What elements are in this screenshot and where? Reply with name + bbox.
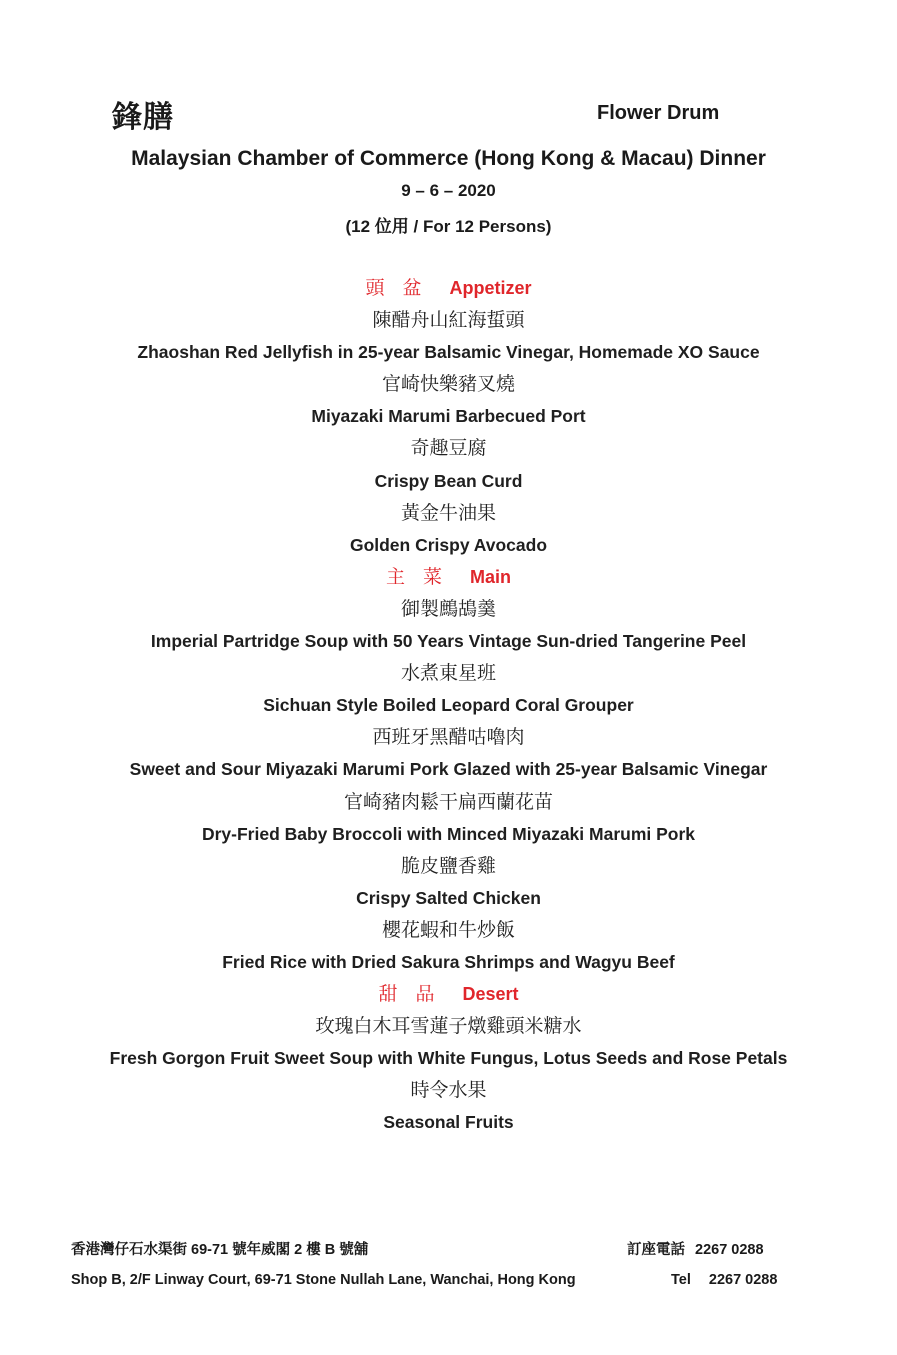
section-title-cn: 甜 品 <box>378 983 441 1006</box>
phone-number: 2267 0288 <box>708 1272 778 1288</box>
dish-en: Sweet and Sour Miyazaki Marumi Pork Glazed with 25-year Balsamic Vinegar <box>129 759 768 780</box>
dish-cn: 黃金牛油果 <box>400 501 496 524</box>
address-chinese: 香港灣仔石水渠街 69-71 號年威閣 2 樓 B 號舖 <box>71 1242 369 1258</box>
event-date: 9 – 6 – 2020 <box>401 181 496 200</box>
dish-cn: 脆皮鹽香雞 <box>400 854 496 877</box>
event-title: Malaysian Chamber of Commerce (Hong Kong & Macau) Dinner <box>131 147 766 170</box>
phone-label-cn: 訂座電話 <box>627 1242 685 1258</box>
section-heading-appetizer <box>0 272 897 304</box>
section-title-en: Desert <box>462 984 519 1005</box>
phone-label-en: Tel <box>671 1272 691 1288</box>
dish-cn: 玫瑰白木耳雪蓮子燉雞頭米糖水 <box>315 1015 582 1038</box>
dish-cn: 官崎豬肉鬆干扁西蘭花苗 <box>343 790 553 813</box>
dish-en: Miyazaki Marumi Barbecued Port <box>311 406 586 427</box>
section-title-cn: 主 菜 <box>385 565 449 588</box>
phone-number: 2267 0288 <box>695 1242 764 1258</box>
dish-cn: 奇趣豆腐 <box>410 437 487 460</box>
address-english: Shop B, 2/F Linway Court, 69-71 Stone Nullah Lane, Wanchai, Hong Kong <box>71 1272 576 1288</box>
dish-en: Crispy Bean Curd <box>374 470 523 491</box>
phone-english <box>671 1272 777 1288</box>
dish-en: Fried Rice with Dried Sakura Shrimps and Wagyu Beef <box>222 951 675 972</box>
section-heading-main <box>0 561 897 593</box>
dish-en: Fresh Gorgon Fruit Sweet Soup with White Fungus, Lotus Seeds and Rose Petals <box>109 1048 788 1069</box>
section-title-cn: 頭 盆 <box>365 277 428 299</box>
dish-en: Zhaoshan Red Jellyfish in 25-year Balsamic Vinegar, Homemade XO Sauce <box>137 342 760 363</box>
brand-english-name: Flower Drum <box>597 102 720 124</box>
brand-chinese-name: 鋒膳 <box>112 100 174 135</box>
dish-en: Sichuan Style Boiled Leopard Coral Grouper <box>263 695 634 716</box>
menu-list <box>0 272 897 1139</box>
dish-cn: 西班牙黑醋咕嚕肉 <box>372 726 525 749</box>
dish-cn: 御製鷓鴣羹 <box>400 597 496 620</box>
persons-count: (12 位用 / For 12 Persons) <box>345 217 552 236</box>
dish-en: Crispy Salted Chicken <box>356 887 541 908</box>
dish-cn: 官崎快樂豬叉燒 <box>381 373 515 396</box>
dish-cn: 陳醋舟山紅海蜇頭 <box>372 309 525 332</box>
dish-en: Seasonal Fruits <box>383 1112 514 1133</box>
dish-cn: 時令水果 <box>410 1079 487 1102</box>
section-title-en: Main <box>470 566 512 587</box>
dish-cn: 水煮東星班 <box>400 662 496 685</box>
dish-cn: 櫻花蝦和牛炒飯 <box>381 918 515 941</box>
dish-en: Imperial Partridge Soup with 50 Years Vintage Sun-dried Tangerine Peel <box>150 631 747 652</box>
dish-en: Golden Crispy Avocado <box>349 534 548 555</box>
dish-en: Dry-Fried Baby Broccoli with Minced Miyazaki Marumi Pork <box>201 823 696 844</box>
section-title-en: Appetizer <box>449 278 532 298</box>
phone-chinese <box>627 1238 764 1259</box>
section-heading-dessert <box>0 978 897 1010</box>
